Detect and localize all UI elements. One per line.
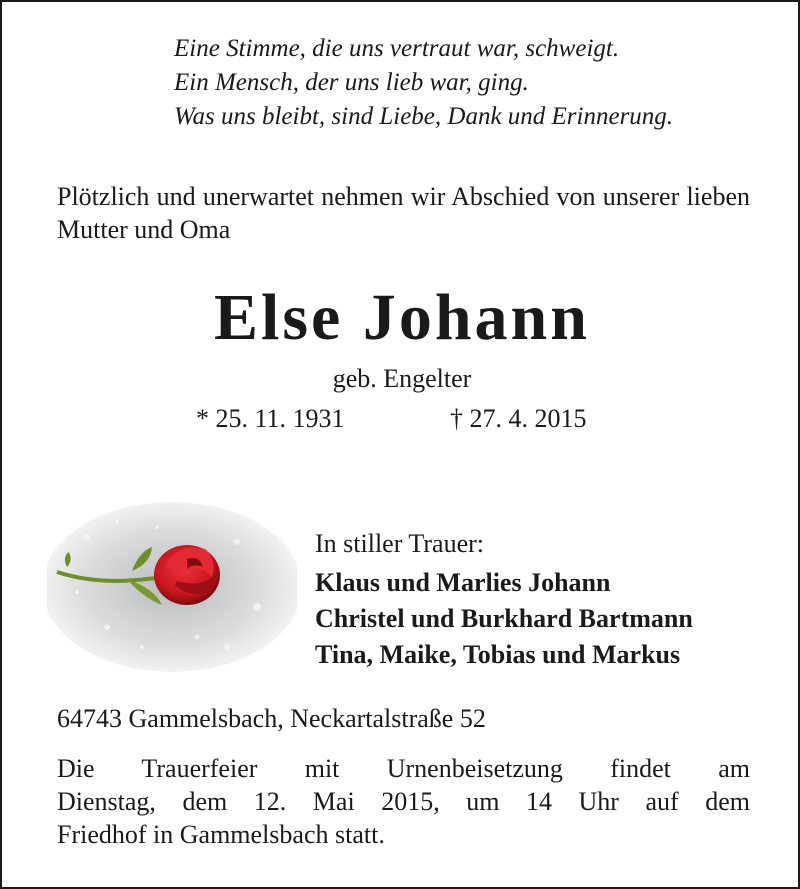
rose-image [47, 497, 297, 672]
ceremony-line: Die Trauerfeier mit Urnenbeisetzung findet am [57, 754, 750, 783]
poem-line: Eine Stimme, die uns vertraut war, schweigt. [174, 35, 620, 62]
deceased-name: Else Johann [214, 281, 590, 354]
birth-date: * 25. 11. 1931 [196, 404, 345, 433]
birth-name: geb. Engelter [332, 364, 472, 393]
mourners-list [315, 565, 765, 673]
death-date: † 27. 4. 2015 [450, 404, 587, 433]
intro-text: Plötzlich und unerwartet nehmen wir Abschied von unserer lieben Mutter und Oma [57, 182, 750, 244]
mourner: Klaus und Marlies Johann [315, 568, 611, 597]
ceremony-line: Friedhof in Gammelsbach statt. [57, 820, 385, 849]
poem-line: Ein Mensch, der uns lieb war, ging. [174, 69, 529, 96]
mourner: Tina, Maike, Tobias und Markus [315, 640, 681, 669]
ceremony-line: Dienstag, dem 12. Mai 2015, um 14 Uhr auf dem [57, 787, 750, 816]
mourning-label: In stiller Trauer: [315, 529, 484, 558]
memorial-poem [174, 32, 764, 134]
ceremony-info [57, 752, 750, 851]
life-dates [2, 402, 800, 438]
family-address: 64743 Gammelsbach, Neckartalstraße 52 [57, 704, 486, 733]
mourner: Christel und Burkhard Bartmann [315, 604, 693, 633]
poem-line: Was uns bleibt, sind Liebe, Dank und Erinnerung. [174, 103, 674, 130]
